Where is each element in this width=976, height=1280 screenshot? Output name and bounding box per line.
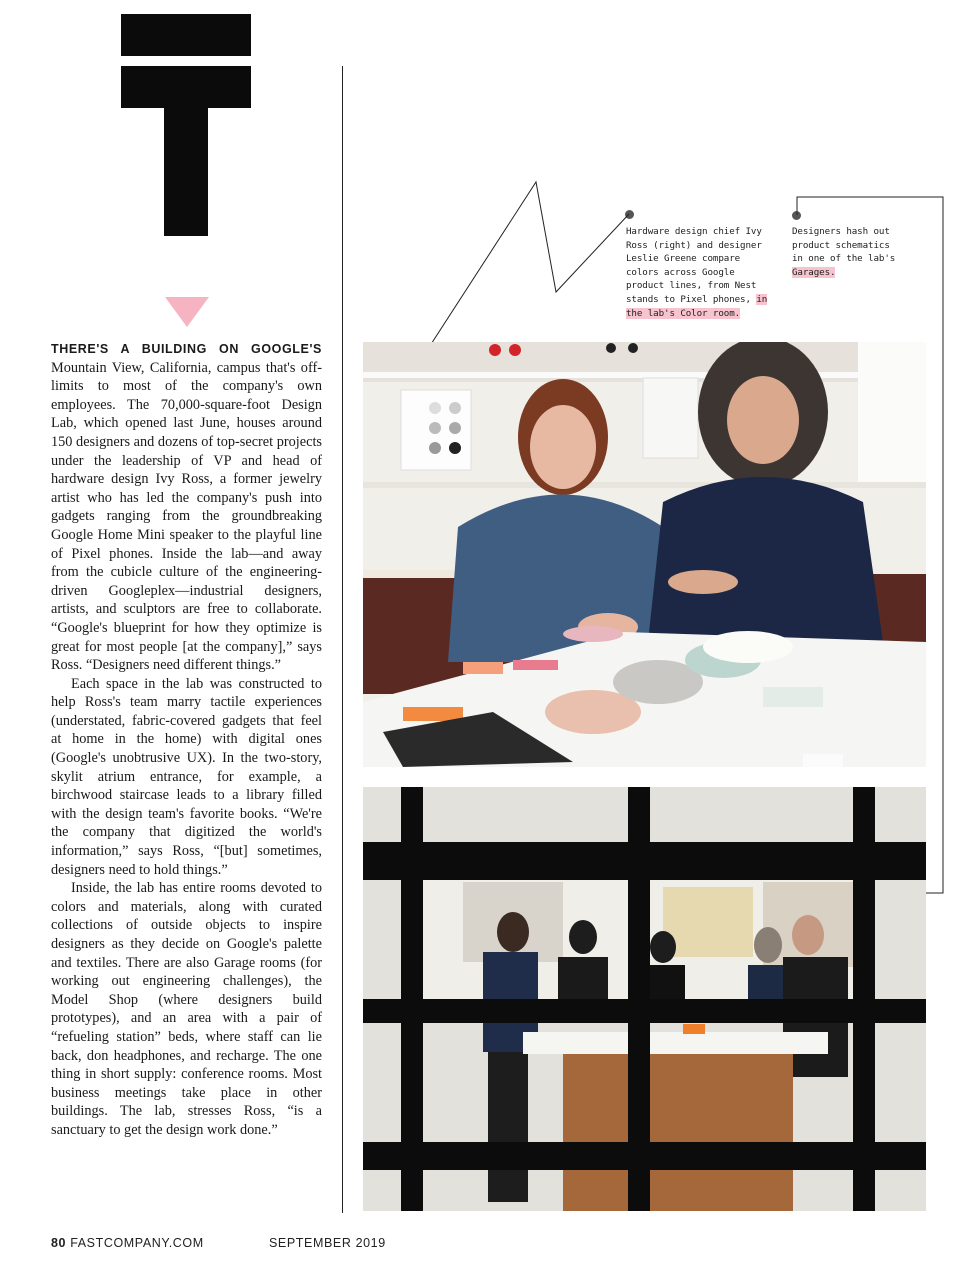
photo-color-room bbox=[363, 342, 926, 767]
article-paragraph: Inside, the lab has entire rooms devoted to colors and materials, along with curated collections of outside objects to inspire designers as they decide on Google's palette and textiles. There are also Garage rooms (for working out engineering challenges), the Model Shop (where designers build prototypes), and an area with a pair of “refueling station” beds, where staff can lie back, don headphones, and recharge. The one thing in short supply: conference rooms. Most business meetings take place in other buildings. The lab, stresses Ross, “is a sanctuary to get the design work done.” bbox=[51, 880, 322, 1138]
article-body bbox=[51, 340, 322, 1140]
lead-in: THERE'S A BUILDING ON GOOGLE'S bbox=[51, 342, 322, 356]
drop-cap-t bbox=[121, 14, 251, 236]
caption-dot-icon bbox=[625, 210, 634, 219]
article-paragraph: THERE'S A BUILDING ON GOOGLE'S Mountain View, California, campus that's off-limits to most of the company's own employees. The 70,000-square-foot Design Lab, which opened last June, houses around 150 designers and dozens of top-secret projects under the leadership of VP and head of hardware design Ivy Ross, a former jewelry artist who has led the company's push into gadgets ranging from the groundbreaking Google Home Mini speaker to the playful line of Pixel phones. Inside the lab—and away from the cubicle culture of the engineering-driven Googleplex—industrial designers, artists, and sculptors are free to collaborate. “Google's blueprint for how they optimize is great for most people [at the company],” says Ross. “Designers need different things.” bbox=[51, 342, 322, 674]
caption-garages: Designers hash out product schematics in one of the lab's Garages. bbox=[792, 226, 896, 278]
issue-date: SEPTEMBER 2019 bbox=[269, 1236, 386, 1250]
page-number: 80 bbox=[51, 1236, 67, 1250]
page-folio bbox=[51, 1236, 204, 1250]
photo-garage bbox=[363, 787, 926, 1211]
caption-color-room: Hardware design chief Ivy Ross (right) and designer Leslie Greene compare colors across Google product lines, from Nest stands to Pixel phones, in the lab's Color room. bbox=[626, 226, 768, 319]
site-name: FASTCOMPANY.COM bbox=[70, 1236, 204, 1250]
column-divider bbox=[342, 66, 343, 1213]
caption-dot-icon bbox=[792, 211, 801, 220]
triangle-marker-icon bbox=[165, 297, 209, 327]
article-paragraph: Each space in the lab was constructed to help Ross's team marry tactile experiences (understated, fabric-covered gadgets that feel at home in the home) with digital ones (Google's unobtrusive UX). In the two-story, skylit atrium entrance, for example, a birchwood staircase leads to a library filled with the design team's favorite books. “We're the company that digitized the world's information,” says Ross, “[but] sometimes, designers need to hold things.” bbox=[51, 675, 322, 878]
